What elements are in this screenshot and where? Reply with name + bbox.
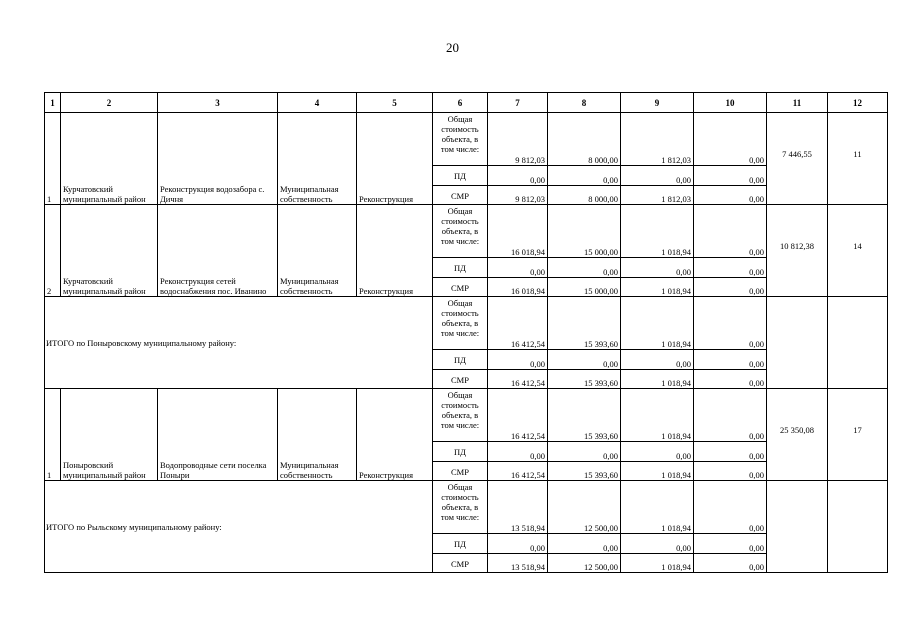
type-cell: Реконструкция bbox=[357, 205, 433, 297]
pd-value: 0,00 bbox=[488, 258, 548, 278]
header-cell: 7 bbox=[488, 93, 548, 113]
pd-value: 0,00 bbox=[621, 534, 694, 554]
total-value: 12 500,00 bbox=[548, 481, 621, 534]
district-cell: Курчатовский муниципальный район bbox=[61, 205, 158, 297]
total-value: 0,00 bbox=[694, 481, 767, 534]
pd-value: 0,00 bbox=[548, 166, 621, 186]
table-row bbox=[45, 481, 888, 534]
col11-value: 7 446,55 bbox=[767, 113, 828, 205]
col11-value: 10 812,38 bbox=[767, 205, 828, 297]
pd-value: 0,00 bbox=[694, 258, 767, 278]
header-cell: 3 bbox=[158, 93, 278, 113]
type-cell: Реконструкция bbox=[357, 389, 433, 481]
smr-value: 9 812,03 bbox=[488, 186, 548, 205]
total-label: Общая стоимость объекта, в том числе: bbox=[433, 297, 488, 350]
pd-value: 0,00 bbox=[488, 166, 548, 186]
smr-label: СМР bbox=[433, 186, 488, 205]
col12-value: 11 bbox=[828, 113, 888, 205]
smr-label: СМР bbox=[433, 554, 488, 573]
smr-value: 16 412,54 bbox=[488, 462, 548, 481]
smr-value: 1 018,94 bbox=[621, 462, 694, 481]
pd-label: ПД bbox=[433, 258, 488, 278]
header-row bbox=[45, 93, 888, 113]
header-cell: 12 bbox=[828, 93, 888, 113]
smr-value: 8 000,00 bbox=[548, 186, 621, 205]
header-cell: 1 bbox=[45, 93, 61, 113]
total-value: 1 018,94 bbox=[621, 481, 694, 534]
pd-value: 0,00 bbox=[621, 166, 694, 186]
smr-value: 15 393,60 bbox=[548, 462, 621, 481]
pd-value: 0,00 bbox=[694, 350, 767, 370]
pd-value: 0,00 bbox=[694, 442, 767, 462]
object-cell: Водопроводные сети поселка Поныри bbox=[158, 389, 278, 481]
col11-value bbox=[767, 297, 828, 389]
smr-value: 0,00 bbox=[694, 186, 767, 205]
row-number: 2 bbox=[45, 205, 61, 297]
smr-value: 1 812,03 bbox=[621, 186, 694, 205]
table-row bbox=[45, 297, 888, 350]
total-value: 16 412,54 bbox=[488, 389, 548, 442]
pd-value: 0,00 bbox=[548, 258, 621, 278]
total-label: Общая стоимость объекта, в том числе: bbox=[433, 113, 488, 166]
pd-value: 0,00 bbox=[488, 350, 548, 370]
type-cell: Реконструкция bbox=[357, 113, 433, 205]
row-number: 1 bbox=[45, 389, 61, 481]
smr-value: 0,00 bbox=[694, 462, 767, 481]
smr-value: 0,00 bbox=[694, 554, 767, 573]
smr-label: СМР bbox=[433, 462, 488, 481]
district-cell: Поныровский муниципальный район bbox=[61, 389, 158, 481]
ownership-cell: Муниципальная собственность bbox=[278, 389, 357, 481]
pd-label: ПД bbox=[433, 442, 488, 462]
total-value: 1 018,94 bbox=[621, 297, 694, 350]
ownership-cell: Муниципальная собственность bbox=[278, 113, 357, 205]
smr-value: 0,00 bbox=[694, 278, 767, 297]
col12-value bbox=[828, 297, 888, 389]
smr-value: 13 518,94 bbox=[488, 554, 548, 573]
table-row bbox=[45, 389, 888, 442]
page-number: 20 bbox=[446, 40, 459, 55]
col11-value bbox=[767, 481, 828, 573]
pd-label: ПД bbox=[433, 350, 488, 370]
total-value: 9 812,03 bbox=[488, 113, 548, 166]
smr-value: 12 500,00 bbox=[548, 554, 621, 573]
header-cell: 5 bbox=[357, 93, 433, 113]
header-cell: 4 bbox=[278, 93, 357, 113]
smr-value: 16 412,54 bbox=[488, 370, 548, 389]
smr-value: 1 018,94 bbox=[621, 554, 694, 573]
smr-value: 1 018,94 bbox=[621, 370, 694, 389]
total-label: Общая стоимость объекта, в том числе: bbox=[433, 389, 488, 442]
table-row bbox=[45, 205, 888, 258]
smr-label: СМР bbox=[433, 278, 488, 297]
header-cell: 10 bbox=[694, 93, 767, 113]
table-row bbox=[45, 113, 888, 166]
total-label: Общая стоимость объекта, в том числе: bbox=[433, 481, 488, 534]
total-value: 1 018,94 bbox=[621, 389, 694, 442]
header-cell: 2 bbox=[61, 93, 158, 113]
pd-value: 0,00 bbox=[694, 166, 767, 186]
total-value: 16 412,54 bbox=[488, 297, 548, 350]
pd-label: ПД bbox=[433, 534, 488, 554]
pd-value: 0,00 bbox=[621, 258, 694, 278]
col12-value: 17 bbox=[828, 389, 888, 481]
total-value: 0,00 bbox=[694, 389, 767, 442]
smr-value: 15 393,60 bbox=[548, 370, 621, 389]
header-cell: 6 bbox=[433, 93, 488, 113]
pd-label: ПД bbox=[433, 166, 488, 186]
investment-table bbox=[44, 92, 888, 573]
smr-label: СМР bbox=[433, 370, 488, 389]
total-value: 0,00 bbox=[694, 205, 767, 258]
itogo-label: ИТОГО по Рыльскому муниципальному району: bbox=[45, 481, 433, 573]
total-value: 13 518,94 bbox=[488, 481, 548, 534]
total-value: 0,00 bbox=[694, 113, 767, 166]
total-value: 1 812,03 bbox=[621, 113, 694, 166]
object-cell: Реконструкция сетей водоснабжения пос. Иванино bbox=[158, 205, 278, 297]
total-value: 15 393,60 bbox=[548, 297, 621, 350]
header-cell: 8 bbox=[548, 93, 621, 113]
header-cell: 11 bbox=[767, 93, 828, 113]
smr-value: 0,00 bbox=[694, 370, 767, 389]
object-cell: Реконструкция водозабора с. Дичня bbox=[158, 113, 278, 205]
smr-value: 1 018,94 bbox=[621, 278, 694, 297]
header-cell: 9 bbox=[621, 93, 694, 113]
pd-value: 0,00 bbox=[488, 534, 548, 554]
total-label: Общая стоимость объекта, в том числе: bbox=[433, 205, 488, 258]
row-number: 1 bbox=[45, 113, 61, 205]
pd-value: 0,00 bbox=[621, 350, 694, 370]
col12-value bbox=[828, 481, 888, 573]
district-cell: Курчатовский муниципальный район bbox=[61, 113, 158, 205]
col12-value: 14 bbox=[828, 205, 888, 297]
ownership-cell: Муниципальная собственность bbox=[278, 205, 357, 297]
total-value: 1 018,94 bbox=[621, 205, 694, 258]
pd-value: 0,00 bbox=[548, 442, 621, 462]
pd-value: 0,00 bbox=[621, 442, 694, 462]
pd-value: 0,00 bbox=[488, 442, 548, 462]
total-value: 15 000,00 bbox=[548, 205, 621, 258]
smr-value: 16 018,94 bbox=[488, 278, 548, 297]
total-value: 0,00 bbox=[694, 297, 767, 350]
col11-value: 25 350,08 bbox=[767, 389, 828, 481]
pd-value: 0,00 bbox=[548, 350, 621, 370]
total-value: 15 393,60 bbox=[548, 389, 621, 442]
total-value: 8 000,00 bbox=[548, 113, 621, 166]
pd-value: 0,00 bbox=[694, 534, 767, 554]
smr-value: 15 000,00 bbox=[548, 278, 621, 297]
itogo-label: ИТОГО по Поныровскому муниципальному району: bbox=[45, 297, 433, 389]
total-value: 16 018,94 bbox=[488, 205, 548, 258]
pd-value: 0,00 bbox=[548, 534, 621, 554]
